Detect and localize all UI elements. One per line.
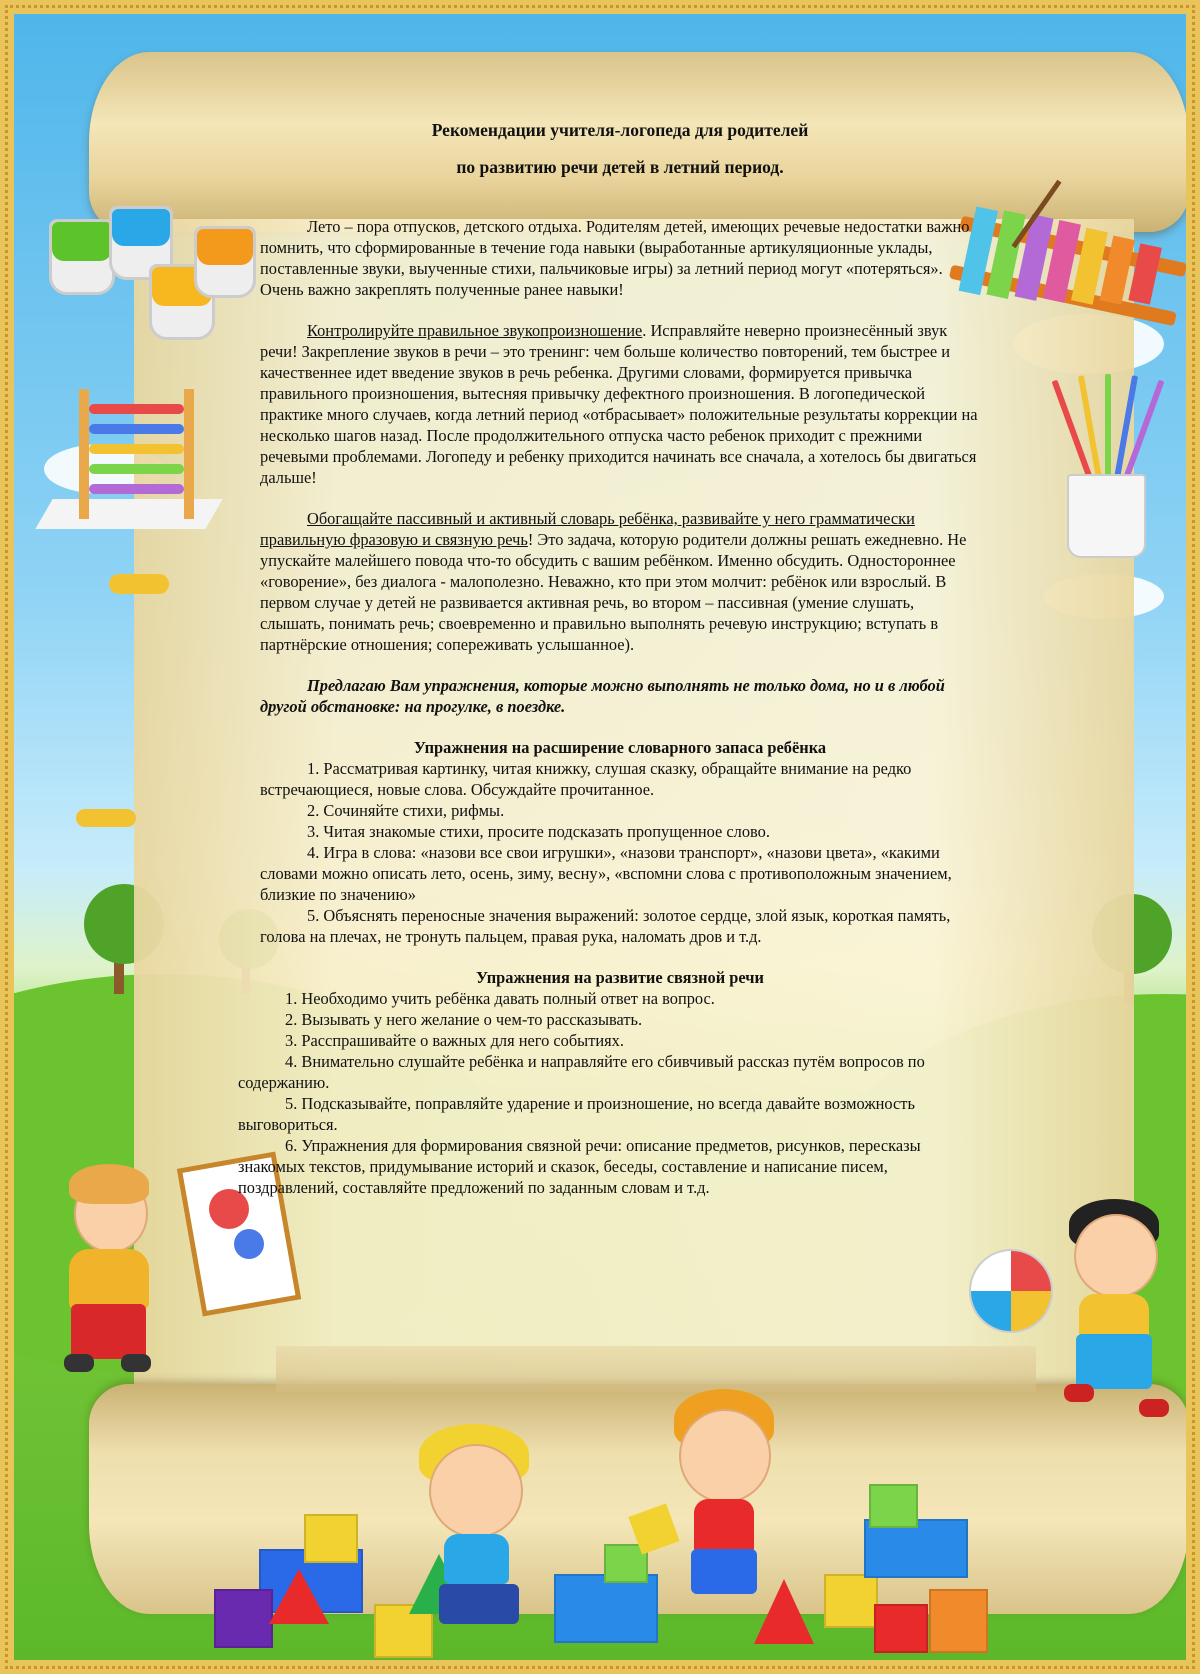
vocabulary-paragraph [260, 508, 980, 655]
document-body [238, 120, 980, 1198]
speech-item: 3. Расспрашивайте о важных для него событиях. [285, 1031, 624, 1050]
toy-block [874, 1604, 928, 1653]
vocab-item: 1. Рассматривая картинку, читая книжку, слушая сказку, обращайте внимание на редко встречающиеся, новые слова. Обсуждайте прочитанное. [260, 759, 912, 799]
pencil-cup-icon [1049, 374, 1159, 554]
vocab-item: 4. Игра в слова: «назови все свои игрушки», «назови транспорт», «назови цвета», «какими словами можно описать лето, осень, зиму, весну», «вспомни слова с противоположным значением, близкие по значению» [260, 843, 952, 904]
dragonfly-icon [76, 809, 136, 827]
paint-bucket-icon [49, 219, 115, 295]
vocab-item: 2. Сочиняйте стихи, рифмы. [307, 801, 505, 820]
intro-paragraph: Лето – пора отпусков, детского отдыха. Родителям детей, имеющих речевые недостатки важно помнить, что сформированные в течение года навыки (выработанные артикуляционные уклады, поставленные звуки, выученные стихи, пальчиковые игры) за летний период могут «потеряться». Очень важно закреплять полученные ранее навыки! [260, 217, 970, 299]
vocab-item: 5. Объяснять переносные значения выражений: золотое сердце, злой язык, короткая память, голова на плечах, не тронуть пальцем, правая рука, наломать дров и т.д. [260, 906, 951, 946]
dragonfly-icon [109, 574, 169, 594]
kid-with-block-illustration [669, 1389, 799, 1639]
ball-icon [969, 1249, 1053, 1333]
speech-item: 2. Вызывать у него желание о чем-то рассказывать. [285, 1010, 643, 1029]
speech-exercises-list [238, 988, 983, 1198]
toy-block [929, 1589, 988, 1653]
speech-item: 1. Необходимо учить ребёнка давать полный ответ на вопрос. [285, 989, 715, 1008]
offer-paragraph: Предлагаю Вам упражнения, которые можно выполнять не только дома, но и в любой другой обстановке: на прогулке, в поездке. [260, 676, 945, 716]
abacus-icon [44, 389, 214, 529]
vocab-exercises-heading: Упражнения на расширение словарного запаса ребёнка [413, 738, 827, 757]
page-title: Рекомендации учителя-логопеда для родителей [431, 120, 809, 140]
toy-block [304, 1514, 358, 1563]
page-subtitle: по развитию речи детей в летний период. [456, 157, 784, 177]
toy-block [824, 1574, 878, 1628]
sound-paragraph [260, 320, 980, 488]
kid-with-ball-illustration [1054, 1199, 1184, 1429]
vocab-item: 3. Читая знакомые стихи, просите подсказать пропущенное слово. [307, 822, 770, 841]
toy-block [214, 1589, 273, 1648]
speech-item: 6. Упражнения для формирования связной речи: описание предметов, рисунков, пересказы знакомых текстов, придумывание историй и сказок, беседы, составление и написание писем, поздравлений, составляйте предложений по заданным словам и т.д. [238, 1136, 921, 1197]
toy-block [554, 1574, 658, 1643]
toy-block [869, 1484, 918, 1528]
sound-heading: Контролируйте правильное звукопроизношение [307, 321, 643, 340]
kid-building-illustration [419, 1424, 559, 1654]
speech-exercises-heading: Упражнения на развитие связной речи [476, 968, 764, 987]
speech-item: 4. Внимательно слушайте ребёнка и направляйте его сбивчивый рассказ путём вопросов по содержанию. [238, 1052, 925, 1092]
vocabulary-heading: Обогащайте пассивный и активный словарь ребёнка, развивайте у него грамматически правильную фразовую и связную речь [260, 509, 915, 549]
scroll-shadow-band [276, 1346, 1036, 1392]
paint-bucket-icon [194, 226, 256, 298]
speech-item: 5. Подсказывайте, поправляйте ударение и произношение, но всегда давайте возможность выговориться. [238, 1094, 915, 1134]
sound-text: . Исправляйте неверно произнесённый звук речи! Закрепление звуков в речи – это тренинг: чем больше количество повторений, тем быстрее и качественнее идет введение звуков в речь ребенка. Другими словами, формируется привычка правильного произношения, вытесняя привычку дефектного произношения. В логопедической практике много случаев, когда летний период «отбрасывает» положительные результаты коррекции на несколько шагов назад. После продолжительного отпуска часто ребенок приходит с прежними речевыми проблемами. Логопеду и ребенку приходится начинать все сначала, а хотелось бы двигаться дальше! [260, 321, 978, 487]
vocabulary-text: ! Это задача, которую родители должны решать ежедневно. Не упускайте малейшего повода что-то обсудить с вашим ребёнком. Именно обсудить. Одностороннее «говорение», без диалога - малополезно. Неважно, кто при этом молчит: ребёнок или взрослый. В первом случае у детей не развивается активная речь, во втором – пассивная (умение слушать, слышать, понимать речь; своевременно и правильно выполнять речевую инструкцию; вступать в партнёрские отношения; сопереживать услышанное). [260, 530, 967, 654]
toy-pyramid [269, 1569, 329, 1624]
